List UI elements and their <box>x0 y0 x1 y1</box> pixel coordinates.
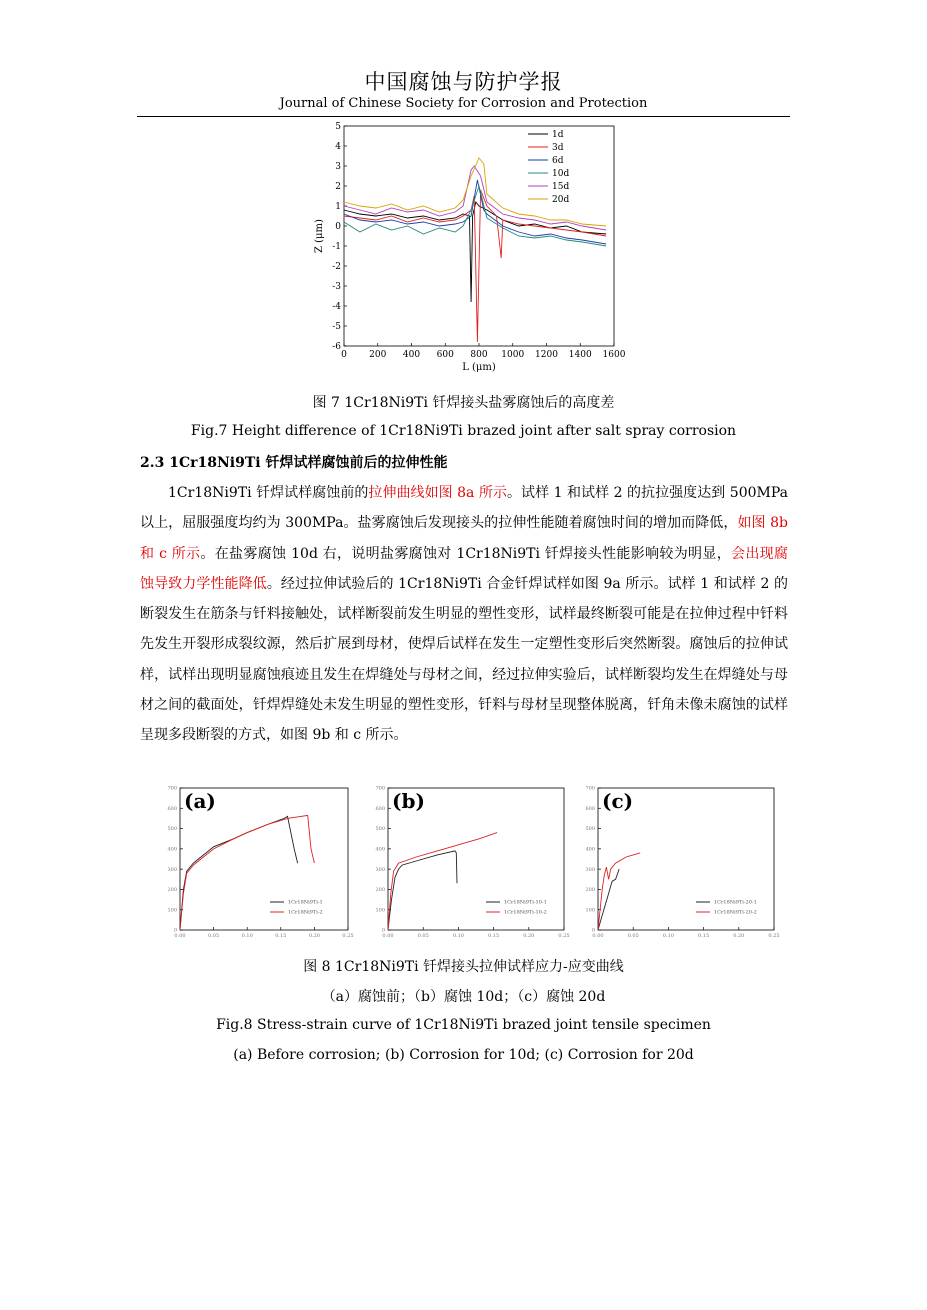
series-line-3d <box>344 190 606 342</box>
legend-label: 1Cr18Ni9Ti-10-2 <box>504 909 547 916</box>
x-tick-label: 0.05 <box>627 933 639 939</box>
y-tick-label: -4 <box>332 302 341 312</box>
para-highlight: 会出现腐蚀导致力学性能降低 <box>140 545 789 592</box>
legend-label: 15d <box>552 182 570 192</box>
y-tick-label: 0 <box>335 222 341 232</box>
x-tick-label: 800 <box>470 350 488 360</box>
para-text: 1Cr18Ni9Ti 钎焊试样腐蚀前的 <box>168 485 369 501</box>
y-tick-label: 300 <box>375 866 385 873</box>
y-tick-label: 100 <box>585 907 595 914</box>
y-tick-label: 500 <box>585 826 595 833</box>
y-axis-label: Z (μm) <box>314 219 325 253</box>
x-tick-label: 400 <box>402 350 421 360</box>
x-tick-label: 0.25 <box>342 933 354 939</box>
y-tick-label: 500 <box>375 826 385 833</box>
legend-label: 1Cr18Ni9Ti-1 <box>288 899 323 906</box>
x-tick-label: 0.15 <box>275 933 287 939</box>
legend-label: 20d <box>552 195 570 205</box>
y-tick-label: 0 <box>173 927 177 934</box>
x-tick-label: 1600 <box>602 350 626 360</box>
y-tick-label: 500 <box>167 826 177 833</box>
panel-label: (a) <box>184 789 216 813</box>
series-line-1Cr18Ni9Ti-1 <box>180 816 298 930</box>
x-tick-label: 0.20 <box>523 933 535 939</box>
y-tick-label: -5 <box>332 322 341 332</box>
figure-8b-chart <box>368 782 568 942</box>
x-tick-label: 0.05 <box>208 933 220 939</box>
series-line-1Cr18Ni9Ti-20-2 <box>598 853 640 930</box>
x-tick-label: 0.05 <box>417 933 429 939</box>
series-line-1Cr18Ni9Ti-10-2 <box>388 833 497 930</box>
figure-8-caption-en: Fig.8 Stress-strain curve of 1Cr18Ni9Ti brazed joint tensile specimen <box>216 1017 711 1033</box>
y-tick-label: 300 <box>585 866 595 873</box>
section-heading: 2.3 1Cr18Ni9Ti 钎焊试样腐蚀前后的拉伸性能 <box>140 455 448 471</box>
y-tick-label: 200 <box>585 887 595 894</box>
panel-label: (c) <box>602 789 634 813</box>
y-tick-label: -3 <box>332 282 341 292</box>
legend-label: 3d <box>552 143 564 153</box>
x-tick-label: 0.25 <box>768 933 780 939</box>
para-text: 。经过拉伸试验后的 1Cr18Ni9Ti 合金钎焊试样如图 9a 所示。试样 1 和试样 2 的断裂发生在筋条与钎料接触处，试样断裂前发生明显的塑性变形，试样最终断裂可能是在拉伸过程中钎料先发生开裂形成裂纹源，然后扩展到母材，使焊后试样在发生一定塑性变形后突然断裂。腐蚀后的拉伸试样，试样出现明显腐蚀痕迹且发生在焊缝处与母材之间，经过拉伸实验后，试样断裂均发生在焊缝处与母材之间的截面处，钎焊焊缝处未发生明显的塑性变形，钎料与母材呈现整体脱离，钎角未像未腐蚀的试样呈现多段断裂的方式，如图 9b 和 c 所示。 <box>140 575 789 744</box>
legend-label: 1Cr18Ni9Ti-2 <box>288 909 323 916</box>
y-tick-label: 300 <box>167 866 177 873</box>
legend-label: 1Cr18Ni9Ti-20-1 <box>714 899 757 906</box>
y-tick-label: 600 <box>585 805 595 812</box>
x-tick-label: 0.15 <box>698 933 710 939</box>
y-tick-label: 100 <box>375 907 385 914</box>
x-tick-label: 0.20 <box>733 933 745 939</box>
y-tick-label: 100 <box>167 907 177 914</box>
legend-label: 1Cr18Ni9Ti-20-2 <box>714 909 757 916</box>
header-rule <box>137 116 790 117</box>
y-tick-label: 700 <box>375 785 385 792</box>
y-tick-label: 600 <box>375 805 385 812</box>
legend-label: 1Cr18Ni9Ti-10-1 <box>504 899 547 906</box>
y-tick-label: -2 <box>332 262 341 272</box>
y-tick-label: 700 <box>585 785 595 792</box>
figure-8-caption-cn: 图 8 1Cr18Ni9Ti 钎焊接头拉伸试样应力-应变曲线 <box>303 959 624 975</box>
figure-8-subcaption-en: (a) Before corrosion; (b) Corrosion for 10d; (c) Corrosion for 20d <box>233 1047 694 1063</box>
body-paragraph <box>140 478 788 751</box>
x-tick-label: 1000 <box>501 350 525 360</box>
figure-7-caption-cn: 图 7 1Cr18Ni9Ti 钎焊接头盐雾腐蚀后的高度差 <box>312 395 615 411</box>
figure-7-chart <box>300 118 630 380</box>
x-tick-label: 600 <box>436 350 454 360</box>
x-tick-label: 0.10 <box>452 933 464 939</box>
y-tick-label: 600 <box>167 805 177 812</box>
legend-label: 10d <box>552 169 570 179</box>
para-highlight: 拉伸曲线如图 8a 所示 <box>368 485 507 501</box>
para-text: 。在盐雾腐蚀 10d 右，说明盐雾腐蚀对 1Cr18Ni9Ti 钎焊接头性能影响较为明显， <box>200 545 732 562</box>
journal-title-cn: 中国腐蚀与防护学报 <box>364 70 563 94</box>
y-tick-label: 400 <box>585 846 595 853</box>
legend-label: 6d <box>552 156 564 166</box>
y-tick-label: 3 <box>335 162 341 172</box>
y-tick-label: 0 <box>591 927 595 934</box>
y-tick-label: 1 <box>335 202 341 212</box>
figure-7-caption-en: Fig.7 Height difference of 1Cr18Ni9Ti brazed joint after salt spray corrosion <box>190 423 737 439</box>
figure-8c-chart <box>580 782 780 942</box>
y-tick-label: 5 <box>335 122 341 132</box>
x-tick-label: 1400 <box>568 350 592 360</box>
x-tick-label: 1200 <box>535 350 558 360</box>
figure-8-subcaption-cn: （a）腐蚀前；（b）腐蚀 10d；（c）腐蚀 20d <box>321 989 606 1005</box>
x-tick-label: 0.10 <box>662 933 674 939</box>
x-tick-label: 0.00 <box>174 933 186 939</box>
y-tick-label: 700 <box>167 785 177 792</box>
journal-title-en: Journal of Chinese Society for Corrosion and Protection <box>279 96 648 111</box>
y-tick-label: -6 <box>332 342 341 352</box>
x-tick-label: 200 <box>369 350 387 360</box>
figure-8a-chart <box>160 782 354 942</box>
para-highlight: 如图 8b 和 c 所示 <box>140 515 788 562</box>
y-tick-label: 200 <box>375 887 385 894</box>
para-text: 。试样 1 和试样 2 的抗拉强度达到 500MPa 以上，屈服强度均约为 300MPa。盐雾腐蚀后发现接头的拉伸性能随着腐蚀时间的增加而降低， <box>140 485 788 532</box>
y-tick-label: 4 <box>335 142 341 152</box>
x-tick-label: 0.00 <box>382 933 394 939</box>
x-axis-label: L (μm) <box>462 362 496 373</box>
legend-label: 1d <box>552 130 564 140</box>
y-tick-label: 200 <box>167 887 177 894</box>
x-tick-label: 0 <box>341 350 347 360</box>
y-tick-label: 0 <box>381 927 385 934</box>
panel-label: (b) <box>392 789 425 813</box>
y-tick-label: -1 <box>332 242 341 252</box>
y-tick-label: 400 <box>375 846 385 853</box>
y-tick-label: 400 <box>167 846 177 853</box>
x-tick-label: 0.25 <box>558 933 570 939</box>
x-tick-label: 0.20 <box>308 933 320 939</box>
x-tick-label: 0.00 <box>592 933 604 939</box>
x-tick-label: 0.15 <box>488 933 500 939</box>
x-tick-label: 0.10 <box>241 933 253 939</box>
y-tick-label: 2 <box>335 182 341 192</box>
